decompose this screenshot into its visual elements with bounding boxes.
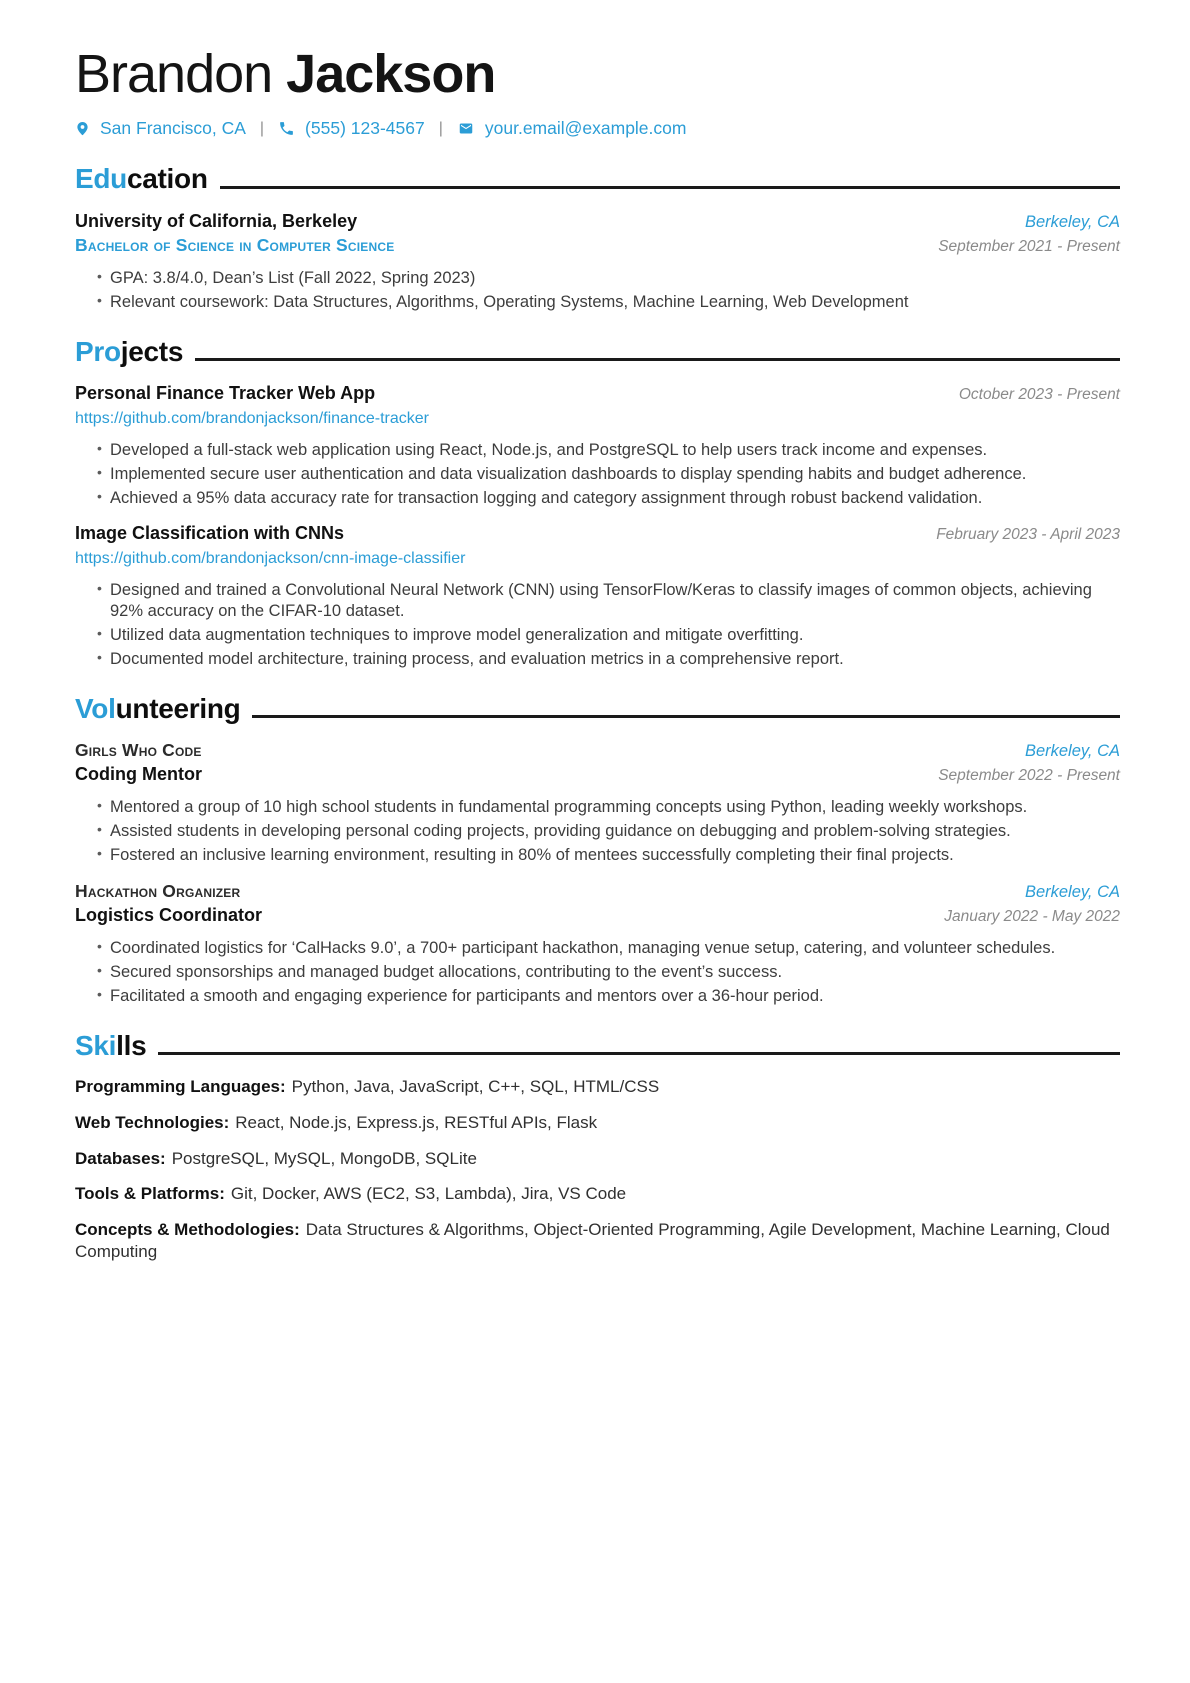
skills-heading-text: [75, 1030, 146, 1062]
education-bullets: [75, 268, 1120, 312]
role-title: Logistics Coordinator: [75, 904, 263, 925]
phone-icon: [278, 120, 295, 137]
project-title: Image Classification with CNNs: [75, 523, 345, 544]
contact-phone: [278, 118, 425, 139]
entry-location: Berkeley, CA: [1024, 742, 1120, 761]
entry-location: Berkeley, CA: [1024, 212, 1120, 231]
bullet-item: • Achieved a 95% data accuracy rate for transaction logging and category assignment through robust backend validation.: [75, 488, 1120, 508]
skill-line: [75, 1076, 1120, 1098]
project-bullets: [75, 440, 1120, 508]
education-section: [75, 163, 1120, 311]
degree-name: Bachelor of Science in Computer Science: [75, 234, 395, 255]
skill-line: [75, 1183, 1120, 1205]
skill-values: Git, Docker, AWS (EC2, S3, Lambda), Jira, VS Code: [230, 1184, 627, 1204]
project-bullets: [75, 580, 1120, 669]
skills-heading: [75, 1030, 1120, 1062]
education-heading-text: [75, 163, 208, 195]
entry-row: [75, 383, 1120, 404]
entry-dates: February 2023 - April 2023: [936, 526, 1120, 544]
first-name: Brandon: [75, 44, 273, 104]
skill-values: Python, Java, JavaScript, C++, SQL, HTML/CSS: [291, 1077, 660, 1097]
entry-row: [75, 235, 1120, 256]
last-name: Jackson: [286, 44, 496, 104]
organization-name: Hackathon Organizer: [75, 880, 241, 901]
entry-row: [75, 905, 1120, 926]
school-name: University of California, Berkeley: [75, 210, 358, 231]
section-rule: [220, 186, 1120, 189]
email-envelope-icon: [457, 121, 475, 136]
section-rule: [195, 358, 1120, 361]
skill-values: PostgreSQL, MySQL, MongoDB, SQLite: [171, 1148, 477, 1168]
volunteering-heading: [75, 693, 1120, 725]
heading-rest-part: cation: [126, 163, 208, 195]
bullet-item: • Relevant coursework: Data Structures, Algorithms, Operating Systems, Machine Learning, Web Development: [75, 292, 1120, 312]
heading-accent-part: Vol: [75, 692, 116, 724]
phone-text: (555) 123-4567: [305, 118, 425, 139]
project-entry: [75, 383, 1120, 508]
skill-category-label: Programming Languages:: [75, 1077, 286, 1097]
role-title: Coding Mentor: [75, 764, 202, 785]
skill-values: Data Structures & Algorithms, Object-Oriented Programming, Agile Development, Machine Learning, Cloud Computing: [75, 1220, 1110, 1261]
heading-rest-part: jects: [120, 335, 184, 367]
email-text: your.email@example.com: [484, 118, 687, 139]
entry-row: [75, 740, 1120, 761]
heading-accent-part: Edu: [75, 163, 127, 195]
heading-accent-part: Ski: [75, 1029, 117, 1061]
contact-email[interactable]: [457, 118, 687, 139]
bullet-item: • Coordinated logistics for ‘CalHacks 9.0’, a 700+ participant hackathon, managing venue setup, catering, and volunteer schedules.: [75, 938, 1120, 958]
bullet-item: • Facilitated a smooth and engaging experience for participants and mentors over a 36-hour period.: [75, 986, 1120, 1006]
person-name: [75, 44, 1120, 104]
skill-line: [75, 1148, 1120, 1170]
skill-line: [75, 1219, 1120, 1263]
contact-separator: |: [438, 119, 443, 137]
heading-accent-part: Pro: [75, 335, 121, 367]
entry-row: [75, 523, 1120, 544]
volunteering-entry: [75, 740, 1120, 865]
contact-separator: |: [259, 119, 265, 137]
heading-rest-part: lls: [116, 1029, 147, 1061]
skill-category-label: Concepts & Methodologies:: [75, 1220, 300, 1240]
projects-section: [75, 336, 1120, 669]
bullet-item: • Developed a full-stack web application using React, Node.js, and PostgreSQL to help users track income and expenses.: [75, 440, 1120, 460]
bullet-item: • Mentored a group of 10 high school students in fundamental programming concepts using Python, leading weekly workshops.: [75, 797, 1120, 817]
project-title: Personal Finance Tracker Web App: [75, 383, 376, 404]
education-heading: [75, 163, 1120, 195]
heading-rest-part: unteering: [115, 692, 241, 724]
section-rule: [158, 1052, 1120, 1055]
projects-heading: [75, 336, 1120, 368]
entry-dates: September 2021 - Present: [938, 237, 1120, 255]
contact-location: [75, 118, 246, 139]
bullet-item: • Fostered an inclusive learning environment, resulting in 80% of mentees successfully completing their final projects.: [75, 845, 1120, 865]
entry-row: [75, 881, 1120, 902]
bullet-item: • Secured sponsorships and managed budget allocations, contributing to the event’s success.: [75, 962, 1120, 982]
project-url-link[interactable]: https://github.com/brandonjackson/cnn-image-classifier: [75, 550, 466, 568]
volunteering-bullets: [75, 797, 1120, 865]
entry-location: Berkeley, CA: [1024, 882, 1120, 901]
volunteering-section: [75, 693, 1120, 1006]
bullet-item: • Assisted students in developing personal coding projects, providing guidance on debugging and problem-solving strategies.: [75, 821, 1120, 841]
skill-values: React, Node.js, Express.js, RESTful APIs, Flask: [235, 1112, 598, 1132]
entry-row: [75, 764, 1120, 785]
volunteering-bullets: [75, 938, 1120, 1006]
bullet-item: • Utilized data augmentation techniques to improve model generalization and mitigate overfitting.: [75, 625, 1120, 645]
project-entry: [75, 523, 1120, 669]
contact-row: [75, 118, 1120, 139]
education-entry: [75, 211, 1120, 312]
skill-category-label: Web Technologies:: [75, 1112, 230, 1132]
entry-dates: January 2022 - May 2022: [944, 907, 1120, 925]
bullet-item: • Documented model architecture, training process, and evaluation metrics in a comprehensive report.: [75, 649, 1120, 669]
entry-row: [75, 211, 1120, 232]
bullet-item: • Implemented secure user authentication and data visualization dashboards to display spending habits and budget adherence.: [75, 464, 1120, 484]
entry-dates: October 2023 - Present: [958, 386, 1120, 404]
volunteering-heading-text: [75, 693, 240, 725]
project-url-link[interactable]: https://github.com/brandonjackson/finance-tracker: [75, 410, 429, 428]
bullet-item: • GPA: 3.8/4.0, Dean’s List (Fall 2022, Spring 2023): [75, 268, 1120, 288]
skill-category-label: Databases:: [75, 1148, 166, 1168]
skill-line: [75, 1112, 1120, 1134]
organization-name: Girls Who Code: [75, 740, 202, 761]
entry-dates: September 2022 - Present: [938, 767, 1120, 785]
skills-section: [75, 1030, 1120, 1263]
volunteering-entry: [75, 881, 1120, 1006]
projects-heading-text: [75, 336, 183, 368]
location-pin-icon: [75, 119, 90, 138]
location-text: San Francisco, CA: [100, 118, 246, 139]
section-rule: [252, 715, 1120, 718]
skill-category-label: Tools & Platforms:: [75, 1184, 225, 1204]
bullet-item: • Designed and trained a Convolutional Neural Network (CNN) using TensorFlow/Keras to classify images of common objects, achieving 92% accuracy on the CIFAR-10 dataset.: [75, 580, 1120, 620]
